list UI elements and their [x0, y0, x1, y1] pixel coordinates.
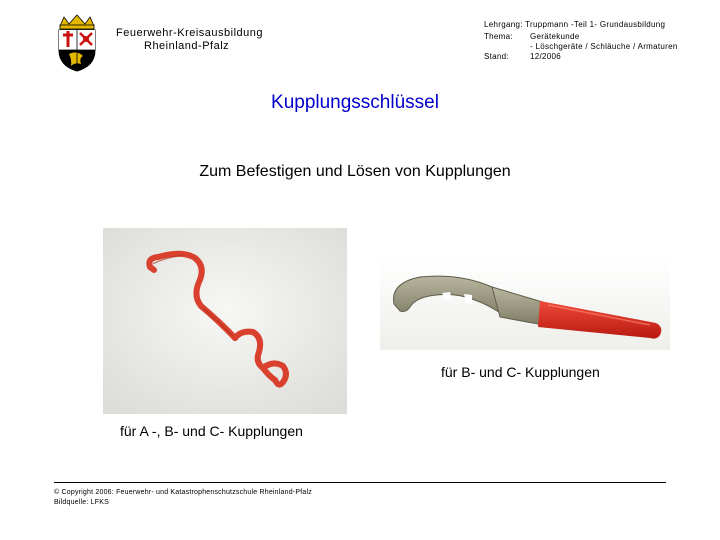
topic-subvalue: - Löschgeräte / Schläuche / Armaturen — [530, 42, 678, 51]
topic-value: Gerätekunde — [530, 32, 580, 41]
organization-line-1: Feuerwehr-Kreisausbildung — [116, 27, 264, 39]
spanner-a-b-c-photo — [103, 228, 347, 414]
image-source: Bildquelle: LFKS — [54, 499, 109, 506]
footer-divider — [54, 482, 666, 483]
copyright-notice: © Copyright 2006: Feuerwehr- und Katastrophenschutzschule Rheinland-Pfalz — [54, 489, 312, 496]
version-label: Stand: — [484, 52, 509, 61]
topic-label: Thema: — [484, 32, 513, 41]
spanner-b-c-photo — [380, 257, 670, 350]
coat-of-arms-rlp-icon — [54, 14, 100, 72]
left-image-caption: für A -, B- und C- Kupplungen — [120, 423, 303, 439]
slide-subtitle: Zum Befestigen und Lösen von Kupplungen — [199, 163, 511, 180]
slide-title: Kupplungsschlüssel — [271, 92, 439, 113]
organization-line-2: Rheinland-Pfalz — [144, 40, 230, 52]
course-info: Lehrgang: Truppmann -Teil 1- Grundausbildung — [484, 20, 666, 29]
version-value: 12/2006 — [530, 52, 562, 61]
right-image-caption: für B- und C- Kupplungen — [441, 364, 600, 380]
